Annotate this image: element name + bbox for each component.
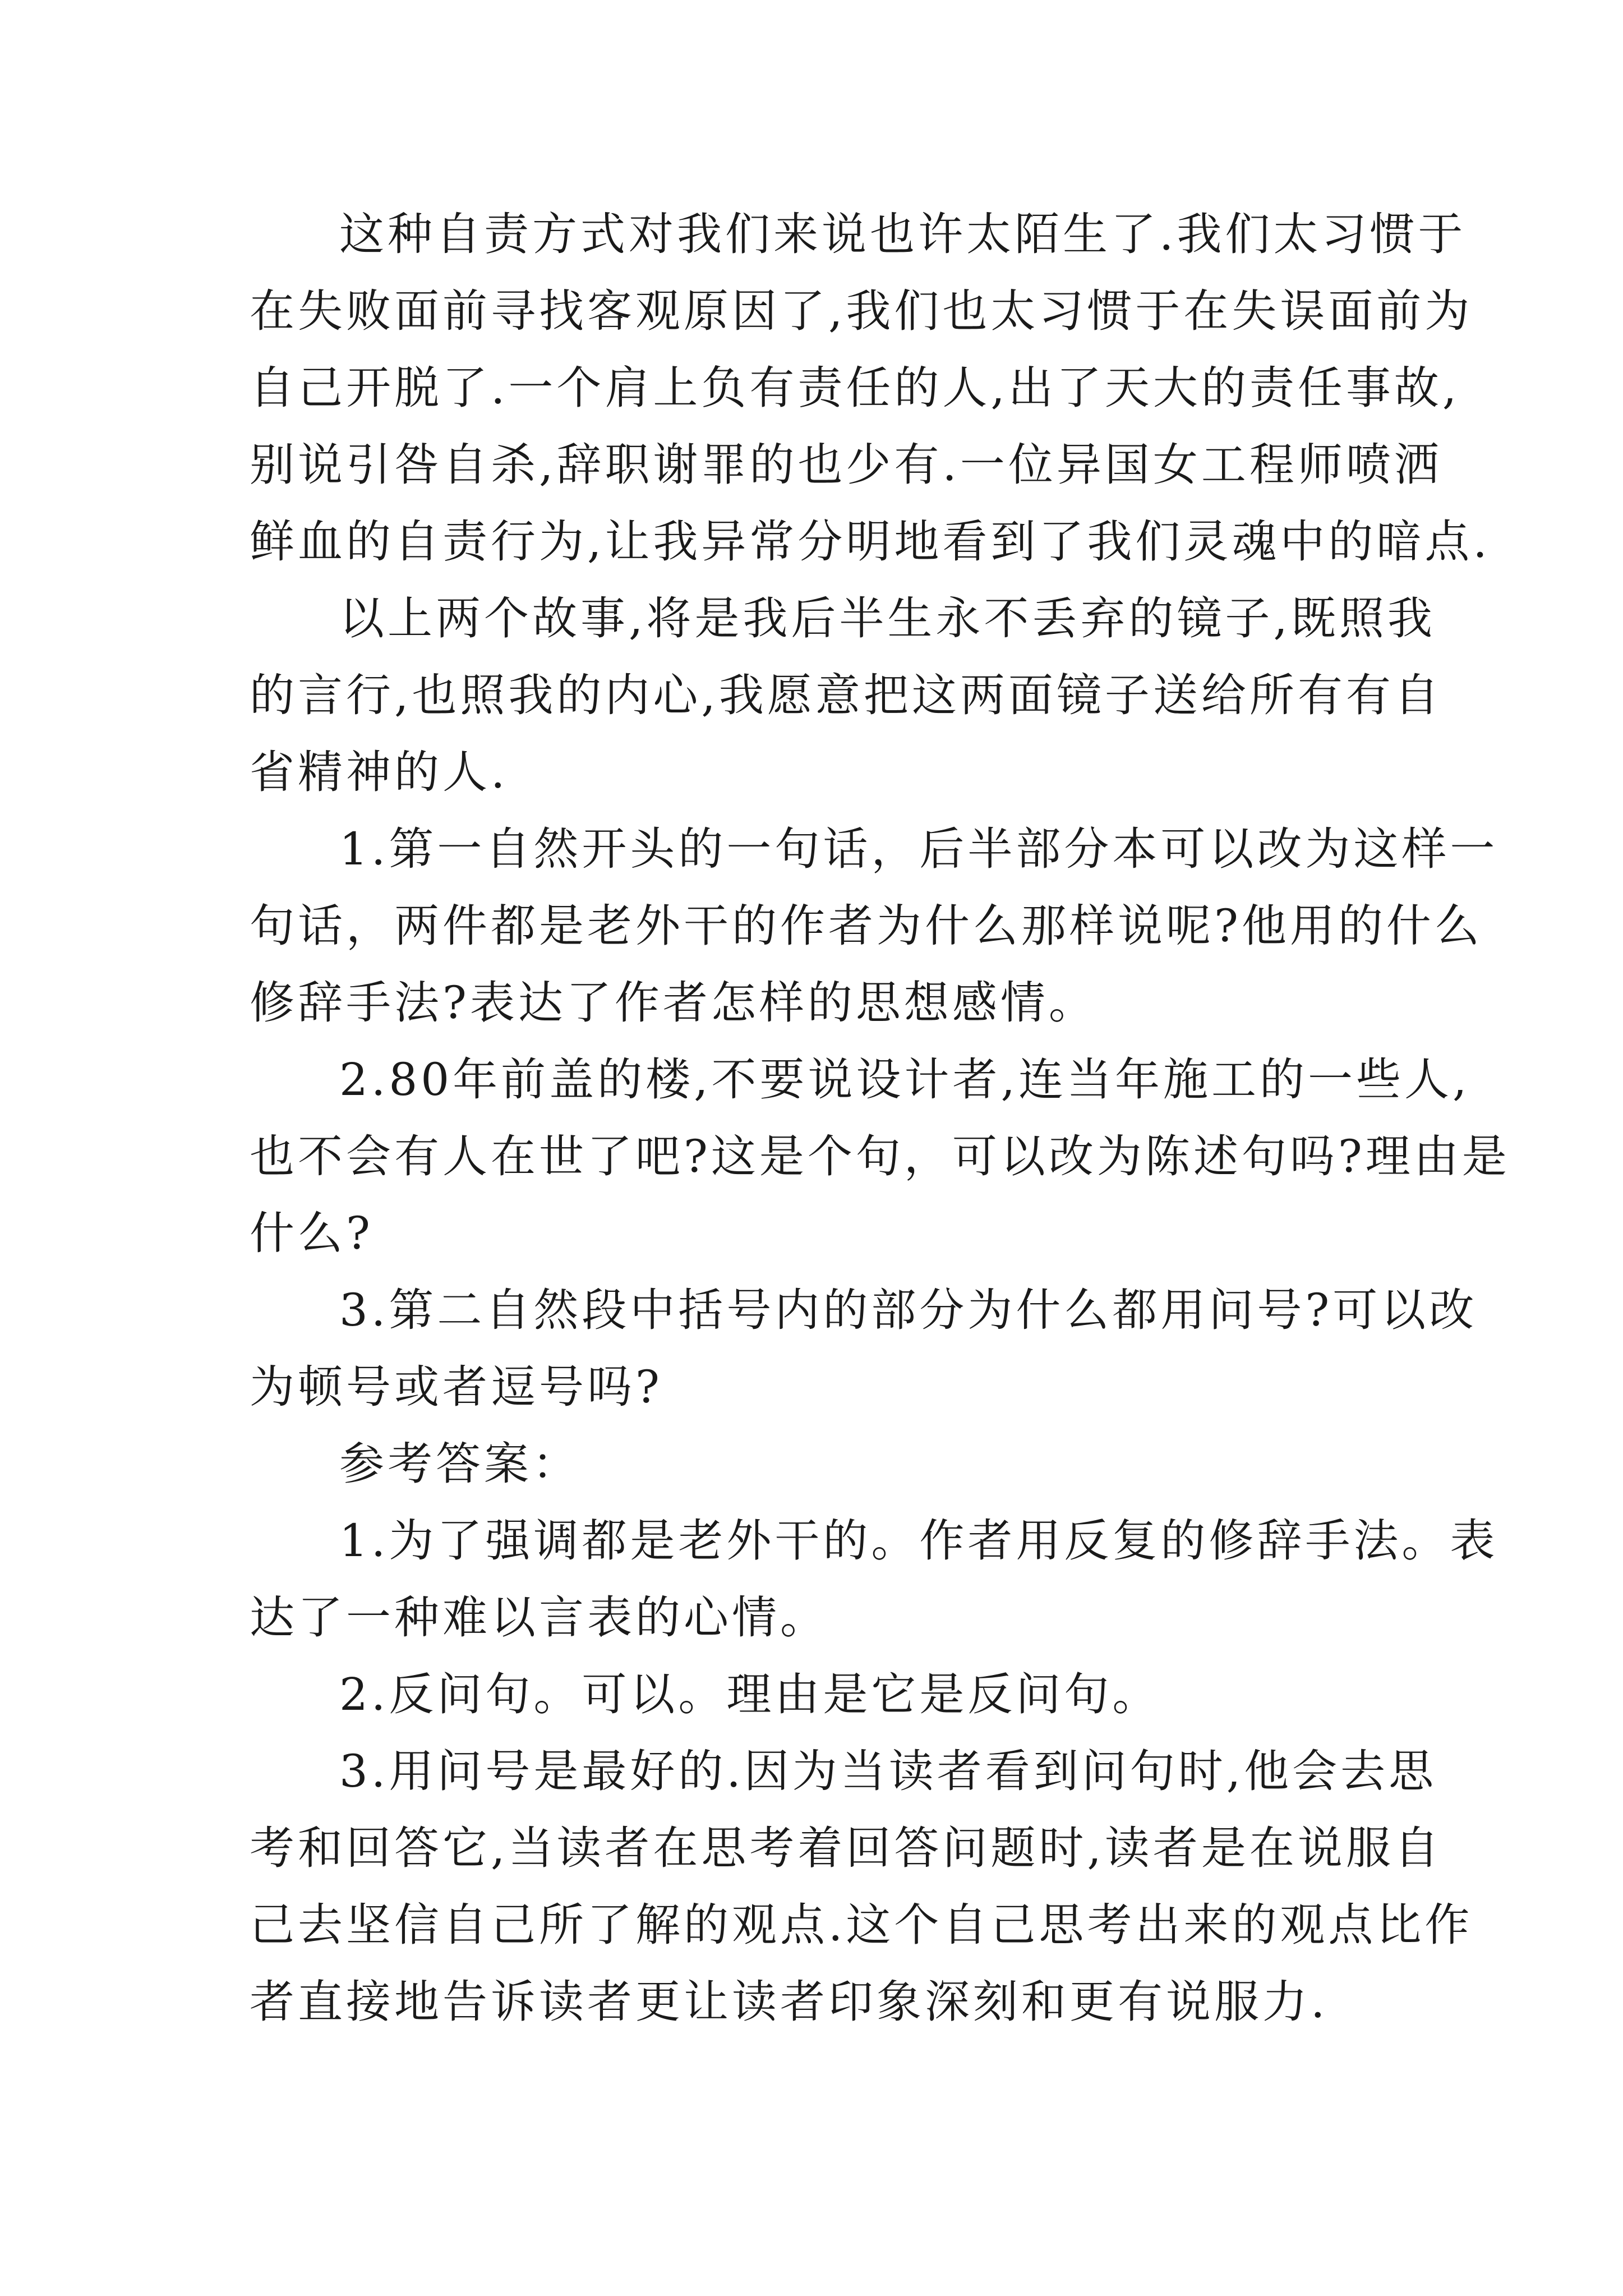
answer-3-line-2: 考和回答它,当读者在思考着回答问题时,读者是在说服自 xyxy=(250,1822,1442,1874)
question-1-line-2: 句话，两件都是老外干的作者为什么那样说呢?他用的什么 xyxy=(250,900,1483,952)
question-3-line-1: 3.第二自然段中括号内的部分为什么都用问号?可以改 xyxy=(339,1284,1478,1336)
question-1-line-3: 修辞手法?表达了作者怎样的思想感情。 xyxy=(250,977,1097,1029)
text-line-5: 鲜血的自责行为,让我异常分明地看到了我们灵魂中的暗点. xyxy=(250,516,1491,568)
question-3-line-2: 为顿号或者逗号吗? xyxy=(250,1361,663,1413)
text-line-7: 的言行,也照我的内心,我愿意把这两面镜子送给所有有自 xyxy=(250,669,1442,721)
text-line-8: 省精神的人. xyxy=(250,746,509,798)
text-line-4: 别说引咎自杀,辞职谢罪的也少有.一位异国女工程师喷洒 xyxy=(250,439,1442,491)
text-line-6: 以上两个故事,将是我后半生永不丢弃的镜子,既照我 xyxy=(339,592,1436,645)
answer-1-line-2: 达了一种难以言表的心情。 xyxy=(250,1591,828,1644)
text-line-1: 这种自责方式对我们来说也许太陌生了.我们太习惯于 xyxy=(339,208,1467,260)
answer-3-line-3: 己去坚信自己所了解的观点.这个自己思考出来的观点比作 xyxy=(250,1899,1473,1951)
answer-3-line-1: 3.用问号是最好的.因为当读者看到问句时,他会去思 xyxy=(339,1745,1437,1797)
question-2-line-3: 什么? xyxy=(250,1207,374,1259)
answer-2-line-1: 2.反问句。可以。理由是它是反问句。 xyxy=(339,1668,1161,1720)
answer-3-line-4: 者直接地告诉读者更让读者印象深刻和更有说服力. xyxy=(250,1976,1329,2028)
answers-heading: 参考答案： xyxy=(339,1438,580,1490)
text-line-2: 在失败面前寻找客观原因了,我们也太习惯于在失误面前为 xyxy=(250,285,1473,337)
question-1-line-1: 1.第一自然开头的一句话，后半部分本可以改为这样一 xyxy=(339,823,1498,875)
question-2-line-1: 2.80年前盖的楼,不要说设计者,连当年施工的一些人, xyxy=(339,1053,1470,1106)
answer-1-line-1: 1.为了强调都是老外干的。作者用反复的修辞手法。表 xyxy=(339,1515,1498,1567)
text-line-3: 自己开脱了.一个肩上负有责任的人,出了天大的责任事故, xyxy=(250,362,1460,414)
question-2-line-2: 也不会有人在世了吧?这是个句，可以改为陈述句吗?理由是 xyxy=(250,1130,1510,1182)
